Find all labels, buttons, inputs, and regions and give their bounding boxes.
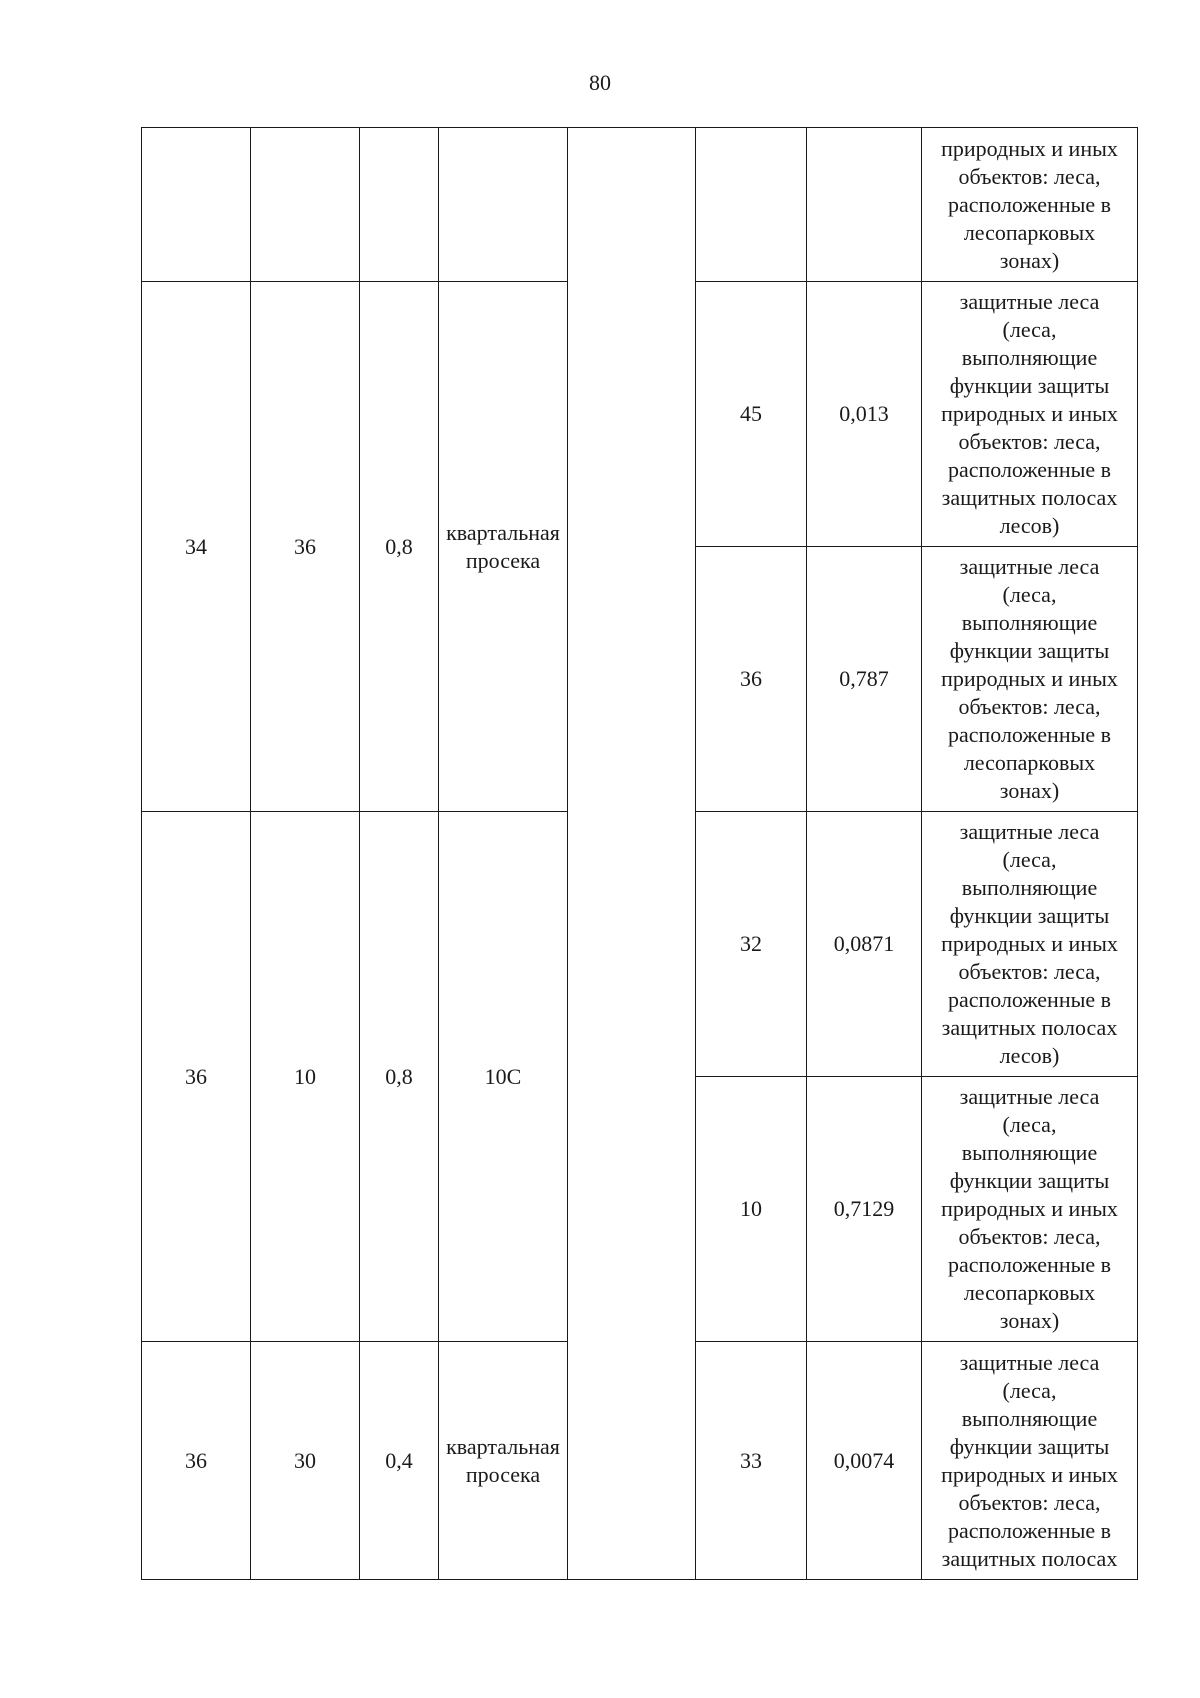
purpose-cell: защитные леса (леса, выполняющие функции защиты природных и иных объектов: леса, расположенные в защитных полосах лесов) — [922, 812, 1138, 1077]
area-cell: 0,8 — [360, 282, 439, 812]
forest-plots-table — [141, 127, 1138, 1580]
table-cell — [439, 128, 568, 282]
sub-number-cell: 45 — [696, 282, 807, 547]
purpose-cell: защитные леса (леса, выполняющие функции защиты природных и иных объектов: леса, расположенные в лесопарковых зонах) — [922, 547, 1138, 812]
composition-cell: квартальная просека — [439, 1342, 568, 1580]
table-cell — [251, 128, 360, 282]
quarter-cell: 36 — [142, 1342, 251, 1580]
sub-number-cell: 36 — [696, 547, 807, 812]
table-cell — [142, 128, 251, 282]
sub-area-cell: 0,013 — [807, 282, 922, 547]
quarter-cell: 34 — [142, 282, 251, 812]
table-cell — [696, 128, 807, 282]
purpose-cell: защитные леса (леса, выполняющие функции защиты природных и иных объектов: леса, расположенные в лесопарковых зонах) — [922, 1077, 1138, 1342]
plot-cell: 36 — [251, 282, 360, 812]
area-cell: 0,8 — [360, 812, 439, 1342]
sub-number-cell: 33 — [696, 1342, 807, 1580]
purpose-cell: природных и иных объектов: леса, расположенные в лесопарковых зонах) — [922, 128, 1138, 282]
sub-number-cell: 10 — [696, 1077, 807, 1342]
purpose-cell: защитные леса (леса, выполняющие функции защиты природных и иных объектов: леса, расположенные в защитных полосах лесов) — [922, 282, 1138, 547]
table-cell — [807, 128, 922, 282]
table-cell — [360, 128, 439, 282]
composition-cell: квартальная просека — [439, 282, 568, 812]
sub-area-cell: 0,7129 — [807, 1077, 922, 1342]
plot-cell: 30 — [251, 1342, 360, 1580]
sub-area-cell: 0,0871 — [807, 812, 922, 1077]
quarter-cell: 36 — [142, 812, 251, 1342]
merged-empty-column — [568, 128, 696, 1580]
sub-area-cell: 0,0074 — [807, 1342, 922, 1580]
table-row — [142, 128, 1138, 282]
purpose-cell: защитные леса (леса, выполняющие функции защиты природных и иных объектов: леса, расположенные в защитных полосах — [922, 1342, 1138, 1580]
area-cell: 0,4 — [360, 1342, 439, 1580]
plot-cell: 10 — [251, 812, 360, 1342]
composition-cell: 10С — [439, 812, 568, 1342]
sub-number-cell: 32 — [696, 812, 807, 1077]
page-number: 80 — [589, 70, 611, 95]
sub-area-cell: 0,787 — [807, 547, 922, 812]
